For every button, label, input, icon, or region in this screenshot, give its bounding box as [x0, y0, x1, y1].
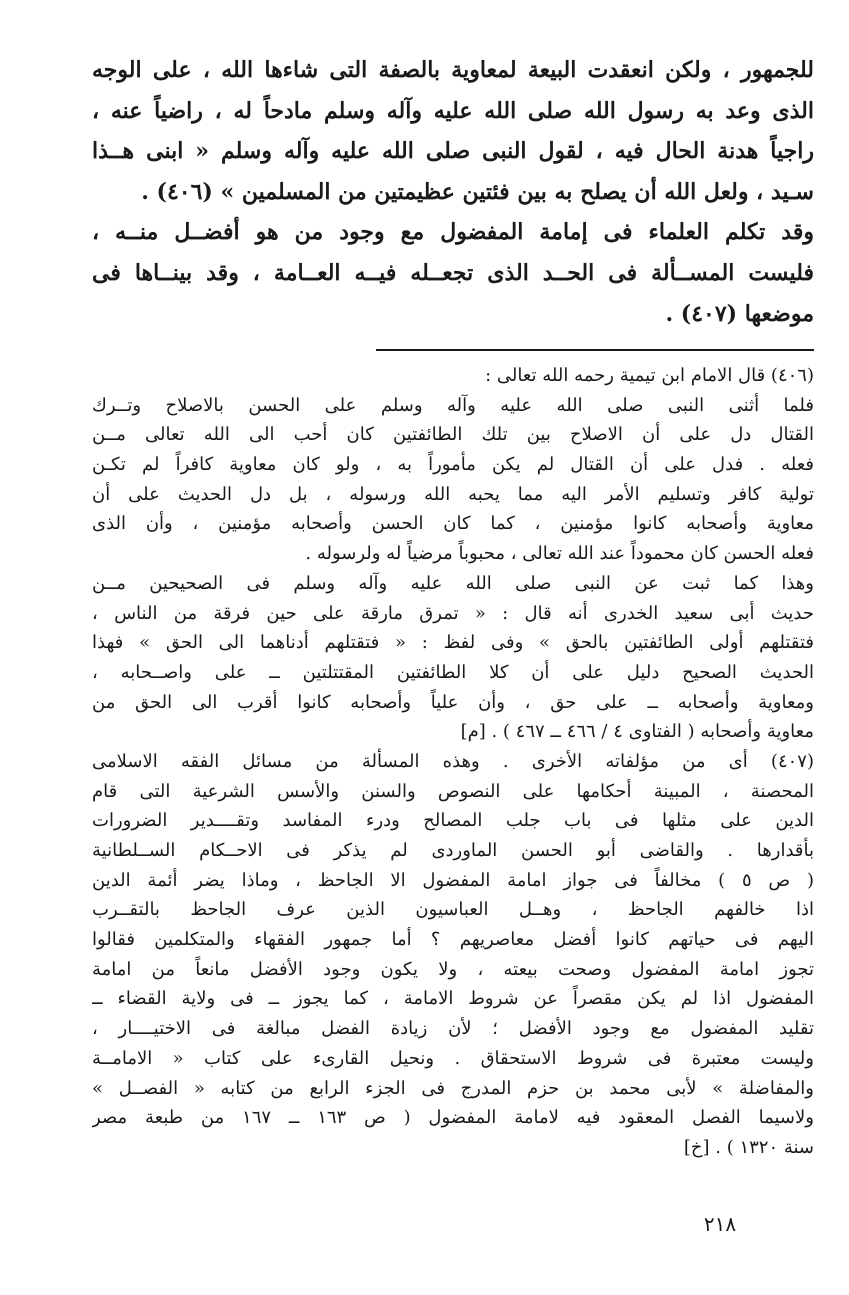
- footnote-line: حديث أبى سعيد الخدرى أنه قال : « تمرق مارقة على حين فرقة من الناس ،: [92, 602, 814, 624]
- footnote-divider: [376, 349, 814, 351]
- footnote-line: معاوية وأصحابه ( الفتاوى ٤ / ٤٦٦ ــ ٤٦٧ ) . [م]: [460, 721, 814, 743]
- footnote-line: ( ص ٥ ) مخالفاً فى جواز امامة المفضول الا الجاحظ ، وماذا يضر أئمة الدين: [92, 869, 814, 891]
- footnote-line: المفضول اذا لم يكن مقصراً عن شروط الامامة ، كما يجوز ــ فى ولاية القضاء ــ: [92, 988, 814, 1010]
- footnote-line: تقليد المفضول مع وجود الأفضل ؛ لأن زيادة الفضل مبالغة فى الاختيــــار ،: [92, 1018, 814, 1040]
- footnote-line: اذا خالفهم الجاحظ ، وهــل العباسيون الذين عرف الجاحظ بالتقــرب: [92, 899, 814, 921]
- footnote-line: سنة ١٣٢٠ ) . [خ]: [683, 1136, 814, 1158]
- footnote-line: فلما أثنى النبى صلى الله عليه وآله وسلم على الحسن بالاصلاح وتــرك: [92, 394, 814, 416]
- footnote-line: ومعاوية وأصحابه ــ على حق ، وأن علياً وأصحابه كانوا أقرب الى الحق من: [92, 691, 814, 713]
- footnote-line: وليست معتبرة فى شروط الاستحقاق . ونحيل القارىء على كتاب « الامامــة: [92, 1047, 814, 1069]
- main-text-line: موضعها (٤٠٧) .: [665, 300, 814, 327]
- main-text-line: للجمهور ، ولكن انعقدت البيعة لمعاوية بالصفة التى شاءها الله ، على الوجه: [92, 57, 814, 83]
- main-text-line: الذى وعد به رسول الله صلى الله عليه وآله وسلم مادحاً له ، راضياً عنه ،: [92, 97, 814, 124]
- footnote-line: الدين على مثلها فى باب جلب المصالح ودرء المفاسد وتقــــدير الضرورات: [92, 810, 814, 832]
- footnote-line: ولاسيما الفصل المعقود فيه لامامة المفضول ( ص ١٦٣ ــ ١٦٧ من طبعة مصر: [92, 1107, 814, 1129]
- footnote-line: (٤٠٦) قال الامام ابن تيمية رحمه الله تعالى :: [485, 365, 814, 386]
- footnote-line: والمفاضلة » لأبى محمد بن حزم المدرج فى الجزء الرابع من كتابه « الفصــل »: [92, 1077, 814, 1099]
- page-number: ٢١٨: [703, 1212, 737, 1236]
- footnote-line: تولية كافر وتسليم الأمر اليه مما يحبه الله ورسوله ، بل دل الحديث على أن: [92, 483, 814, 505]
- footnote-line: المحصنة ، المبينة أحكامها على النصوص والسنن والأسس الشرعية التى قام: [92, 780, 814, 802]
- main-text-line: سـيد ، ولعل الله أن يصلح به بين فئتين عظيمتين من المسلمين » (٤٠٦) .: [141, 178, 814, 205]
- footnote-line: القتال دل على أن الاصلاح بين تلك الطائفتين كان أحب الى الله تعالى مــن: [92, 424, 814, 446]
- footnote-line: فعله الحسن كان محموداً عند الله تعالى ، محبوباً مرضياً له ولرسوله .: [305, 543, 814, 565]
- main-text-line: وقد تكلم العلماء فى إمامة المفضول مع وجود من هو أفضــل منــه ،: [92, 219, 814, 246]
- footnote-line: اليهم فى حياتهم كانوا أفضل معاصريهم ؟ أما جمهور الفقهاء والمتكلمين فقالوا: [92, 929, 814, 951]
- footnote-line: فعله . فدل على أن القتال لم يكن مأموراً به ، ولو كان معاوية كافراً لم تكـن: [92, 454, 814, 476]
- footnotes-section: [92, 361, 814, 1163]
- footnote-line: بأقدارها . والقاضى أبو الحسن الماوردى لم يذكر فى الاحــكام الســلطانية: [92, 840, 814, 861]
- main-body-text: [92, 50, 814, 334]
- main-text-line: راجياً هدنة الحال فيه ، لقول النبى صلى الله عليه وآله وسلم « ابنى هــذا: [92, 138, 814, 165]
- footnote-line: معاوية وأصحابه كانوا مؤمنين ، كما كان الحسن وأصحابه مؤمنين ، وأن الذى: [92, 513, 814, 535]
- footnote-line: تجوز امامة المفضول وصحت بيعته ، ولا يكون وجود الأفضل مانعاً من امامة: [92, 958, 814, 980]
- footnote-line: الحديث الصحيح دليل على أن كلا الطائفتين المقتتلتين ــ على واصــحابه ،: [92, 661, 814, 683]
- footnote-line: وهذا كما ثبت عن النبى صلى الله عليه وآله وسلم فى الصحيحين مــن: [92, 572, 814, 594]
- footnote-line: فتقتلهم أولى الطائفتين بالحق » وفى لفظ : « فتقتلهم أدناهما الى الحق » فهذا: [92, 632, 814, 654]
- footnote-line: (٤٠٧) أى من مؤلفاته الأخرى . وهذه المسألة من مسائل الفقه الاسلامى: [92, 750, 814, 772]
- main-text-line: فليست المســألة فى الحــد الذى تجعــله فيــه العــامة ، وقد بينــاها فى: [92, 259, 814, 286]
